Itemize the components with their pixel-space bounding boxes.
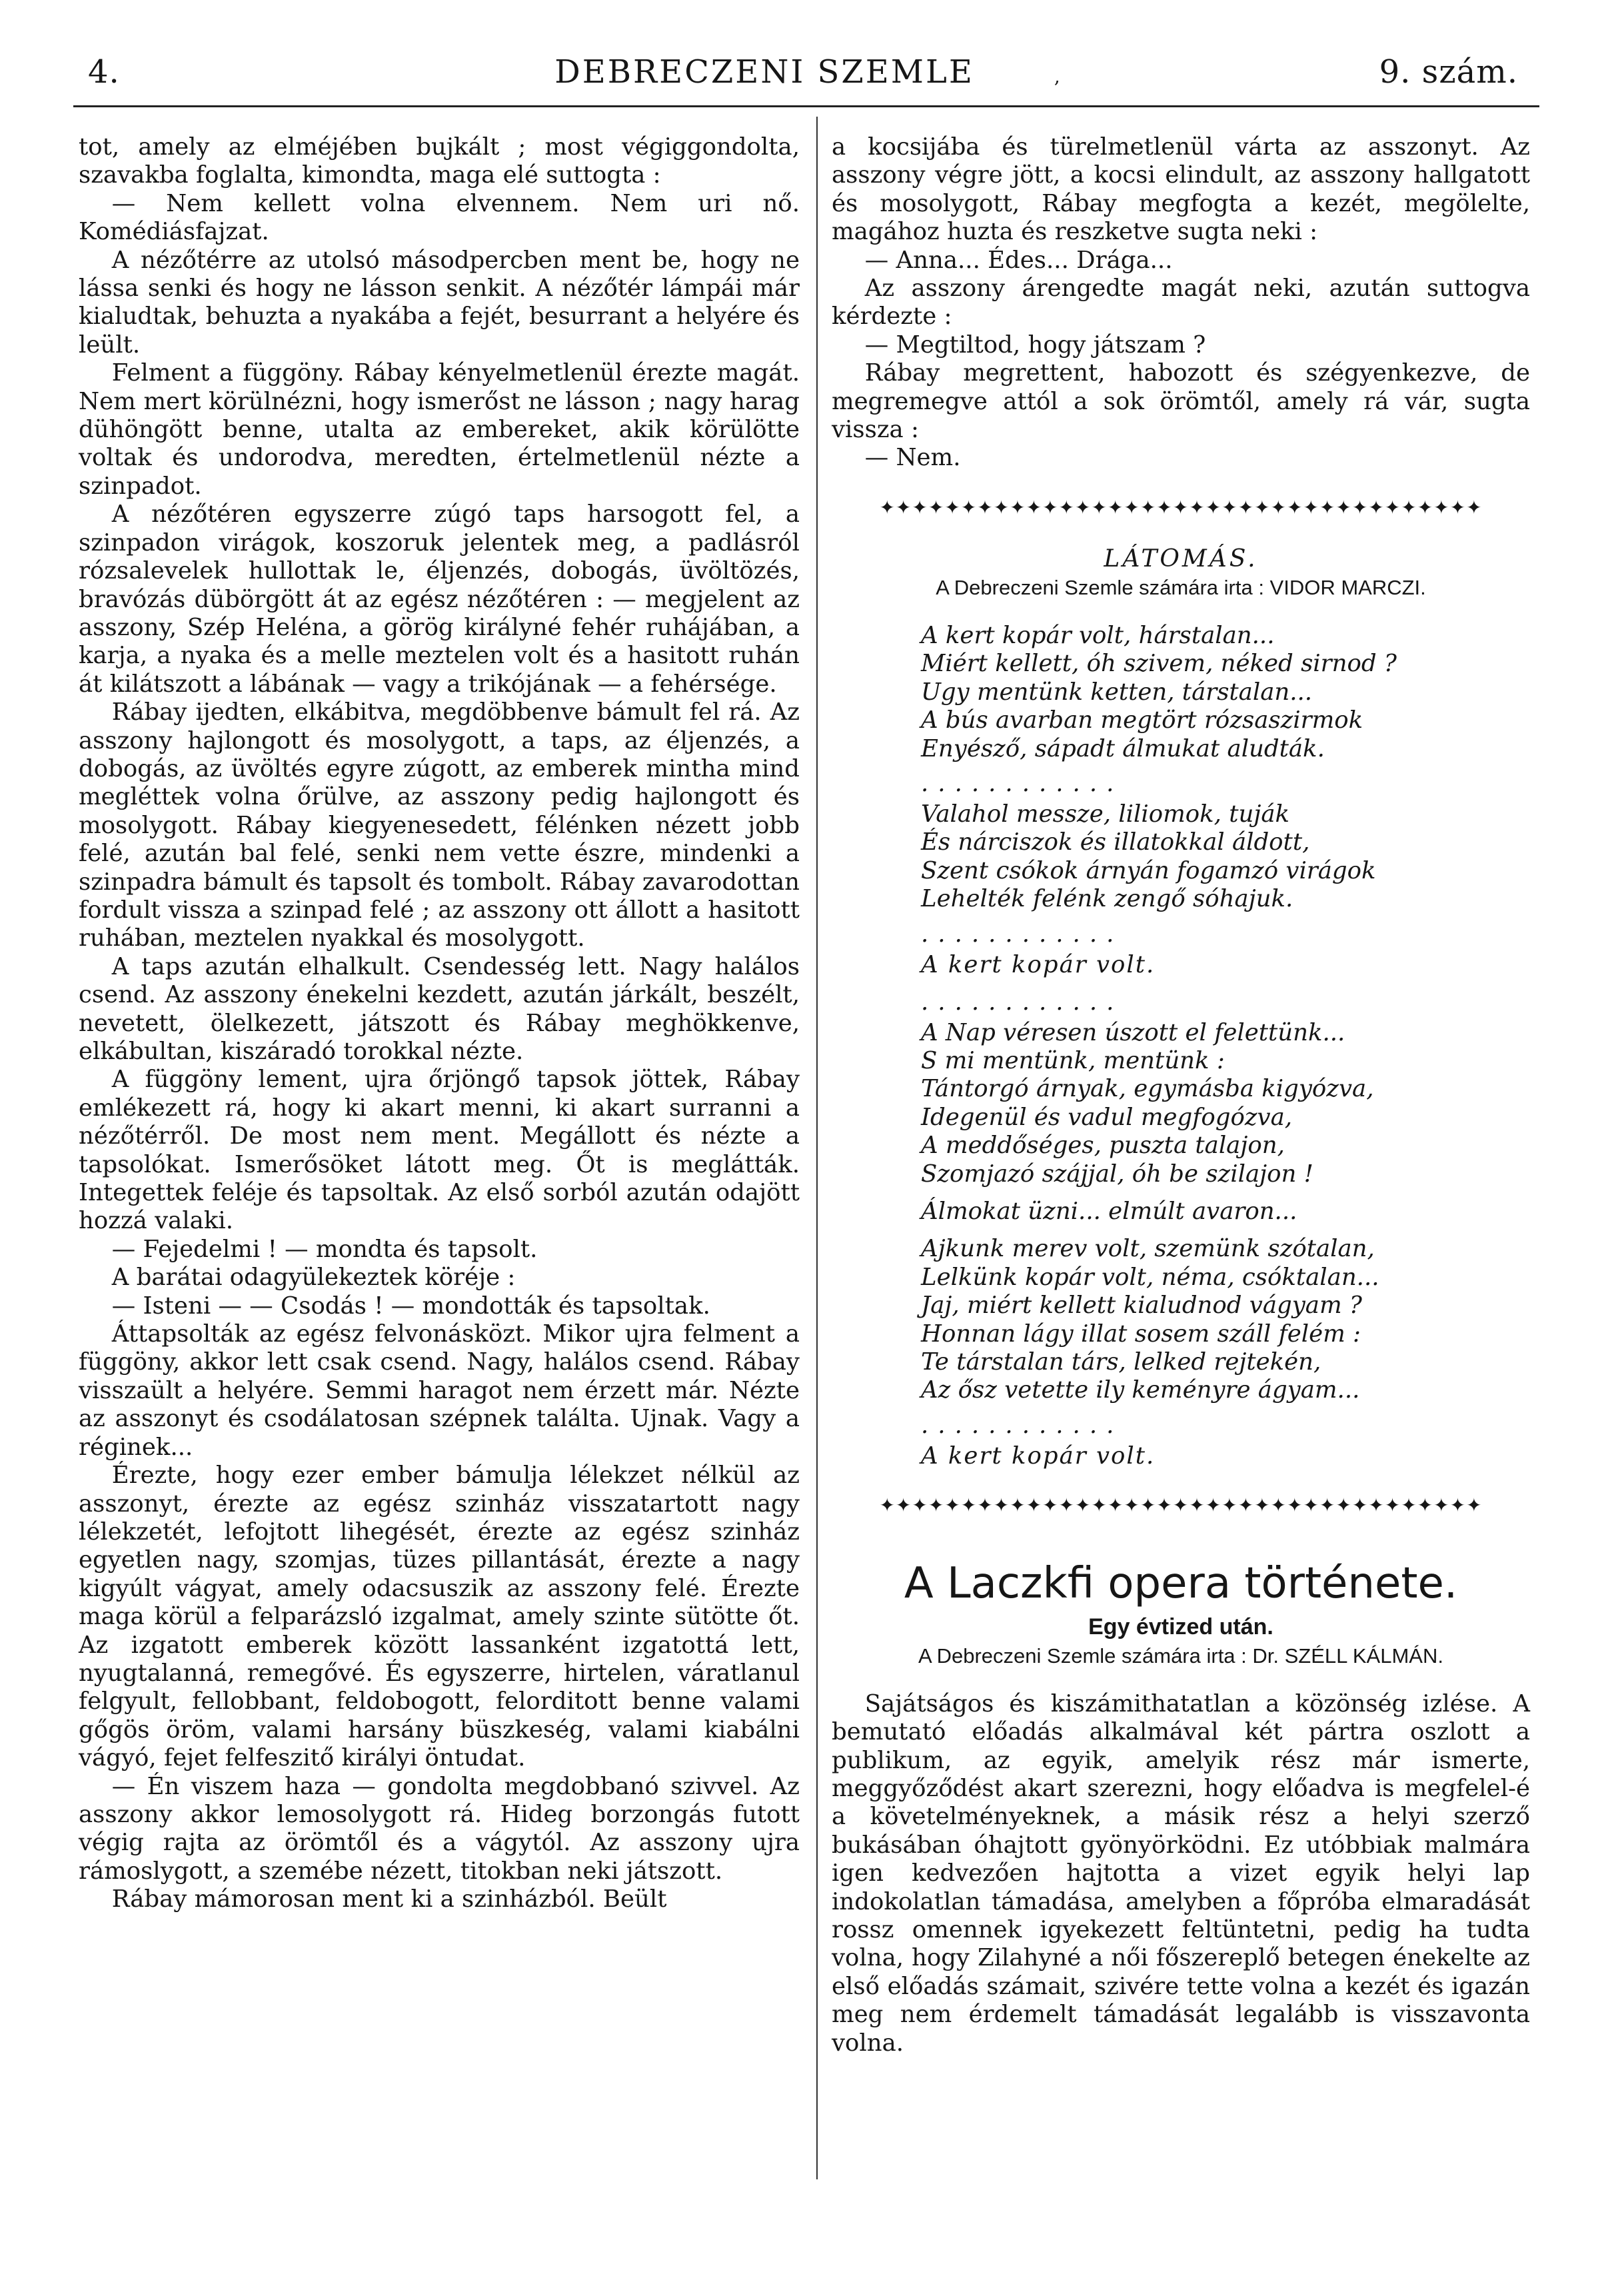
dialogue-line: — Megtiltod, hogy játszam ? bbox=[864, 331, 1206, 359]
ornament-divider: ✦✦✦✦✦✦✦✦✦✦✦✦✦✦✦✦✦✦✦✦✦✦✦✦✦✦✦✦✦✦✦✦✦✦✦✦✦ bbox=[879, 497, 1483, 518]
header-mark: , bbox=[1054, 65, 1062, 87]
article-byline: A Debreczeni Szemle számára irta : Dr. SZÉLL KÁLMÁN. bbox=[918, 1644, 1443, 1668]
poem-stanza bbox=[832, 800, 1530, 914]
paragraph: A függöny lement, ujra őrjöngő tapsok jöttek, Rábay emlékezett rá, hogy ki akart menni, ki akart surranni a nézőtérről. De most nem ment. Megállott és nézte a tapsolókat. Ismerősöket látott meg. Őt is meglátták. Integettek feléje és tapsoltak. Az első sorból azután odajött hozzá valaki. bbox=[79, 1066, 800, 1235]
poem-line: Szent csókok árnyán fogamzó virágok bbox=[921, 856, 1376, 884]
poem-line: Idegenül és vadul megfogózva, bbox=[921, 1103, 1293, 1131]
poem-line: Enyésző, sápadt álmukat aludták. bbox=[921, 734, 1325, 762]
journal-title-text: DEBRECZENI SZEMLE bbox=[554, 53, 974, 91]
poem-line: Te társtalan társ, lelked rejtekén, bbox=[921, 1348, 1321, 1376]
paragraph: Felment a függöny. Rábay kényelmetlenül érezte magát. Nem mert körülnézni, hogy ismerőst ne lásson ; nagy harag dühöngött benne, utalta az embereket, akik körülötte voltak és undorodva, meredten, értelmetlenül nézte a szinpadot. bbox=[79, 359, 800, 500]
poem-line: Honnan lágy illat sosem száll felém : bbox=[921, 1320, 1361, 1348]
poem-line: Ugy mentünk ketten, társtalan... bbox=[921, 678, 1313, 706]
paragraph: A nézőtéren egyszerre zúgó taps harsogott fel, a szinpadon virágok, koszoruk jelentek meg, a padlásról rózsalevelek hullottak le, éljenzés, dobogás, üvöltözés, bravózás dübörgött át az egész nézőtéren : — megjelent az asszony, Szép Heléna, a görög királyné fehér ruhájában, a karja, a nyaka és a melle meztelen volt és a hasitott ruhán át kilátszott a lábának — vagy a trikójának — a fehérsége. bbox=[79, 501, 800, 698]
poem-refrain: A kert kopár volt. bbox=[921, 1442, 1156, 1470]
paragraph: tot, amely az elméjében bujkált ; most végiggondolta, szavakba foglalta, kimondta, maga elé suttogta : bbox=[79, 133, 800, 189]
poem-line: És nárciszok és illatokkal áldott, bbox=[921, 828, 1310, 856]
paragraph: Rábay mámorosan ment ki a szinházból. Beült bbox=[111, 1885, 667, 1913]
page-header bbox=[79, 53, 1538, 100]
paragraph: Érezte, hogy ezer ember bámulja lélekzet nélkül az asszonyt, érezte az egész szinház visszatartott nagy lélekzetét, lefojtott lihegését, érezte az egész szinház egyetlen nagy, szomjas, tüzes pillantását, érezte a nagy kigyúlt vágyat, amely odacsuszik az asszony felé. Érezte maga körül a felparázsló izgalmat, amely szinte sütötte őt. Az izgatott emberek között lassanként izgatottá lett, nyugtalanná, remegővé. És egyszerre, hirtelen, váratlanul felgyult, fellobbant, feldobogott, felorditott benne valami gőgös öröm, valami harsány büszkeség, valami kiabálni vágyó, fejet felfeszitő királyi öntudat. bbox=[79, 1462, 800, 1772]
poem-line: A kert kopár volt, hárstalan... bbox=[921, 621, 1275, 649]
poem-line: Valahol messze, liliomok, tuják bbox=[921, 800, 1290, 828]
dialogue-line: — Fejedelmi ! — mondta és tapsolt. bbox=[111, 1235, 538, 1263]
poem-line: Miért kellett, óh szivem, néked sirnod ? bbox=[921, 650, 1397, 678]
paragraph: a kocsijába és türelmetlenül várta az asszonyt. Az asszony végre jött, a kocsi elindult, az asszony hallgatott és mosolygott, Rábay megfogta a kezét, megölelte, magához huzta és reszketve sugta neki : bbox=[832, 133, 1530, 246]
paragraph: A taps azután elhalkult. Csendesség lett. Nagy halálos csend. Az asszony énekelni kezdett, azután járkált, beszélt, nevetett, ölelkezett, játszott és Rábay meghökkenve, elkábultan, kiszáradó torokkal nézte. bbox=[79, 952, 800, 1065]
article-subtitle: Egy évtized után. bbox=[1088, 1614, 1273, 1640]
article-body: Sajátságos és kiszámithatatlan a közönség izlése. A bemutató előadás alkalmával két pártra oszlott a publikum, az egyik, amelyik rész már ismerte, meggyőződést akart szerezni, hogy előadva is megfelel-é a követelményeknek, a másik rész a helyi szerző bukásában óhajtott gyönyörködni. Ez utóbbiak malmára igen kedvezően hajtotta a vizet egyik helyi lap indokolatlan támadása, amelyben a főpróba elmaradását rossz omennek igyekezett feltüntetni, pedig ha tudta volna, hogy Zilahyné a női főszereplő betegen énekelte az első előadás számait, szivére tette volna a kezét és igazán meg nem érdemelt támadását legalább is visszavonta volna. bbox=[832, 1690, 1530, 2057]
poem-line: Tántorgó árnyak, egymásba kigyózva, bbox=[921, 1075, 1374, 1103]
paragraph: A barátai odagyülekeztek köréje : bbox=[111, 1264, 516, 1292]
column-divider bbox=[816, 117, 818, 2179]
poem-stanza bbox=[832, 1019, 1530, 1188]
poem-line: Jaj, miért kellett kialudnod vágyam ? bbox=[921, 1292, 1362, 1320]
poem-title: LÁTOMÁS. bbox=[1104, 545, 1258, 573]
dialogue-line: — Nem. bbox=[864, 444, 961, 472]
ornament-divider: ✦✦✦✦✦✦✦✦✦✦✦✦✦✦✦✦✦✦✦✦✦✦✦✦✦✦✦✦✦✦✦✦✦✦✦✦✦ bbox=[879, 1495, 1483, 1516]
poem-line: Álmokat üzni... elmúlt avaron... bbox=[921, 1197, 1297, 1225]
dialogue-line: — Anna... Édes... Drága... bbox=[864, 246, 1173, 274]
paragraph: Rábay megrettent, habozott és szégyenkezve, de megremegve attól a sok örömtől, amely rá vár, sugta vissza : bbox=[832, 359, 1530, 444]
ellipsis-row: ............ bbox=[921, 769, 1124, 797]
ellipsis-row: ............ bbox=[921, 988, 1124, 1016]
paragraph: Rábay ijedten, elkábitva, megdöbbenve bámult fel rá. Az asszony hajlongott és mosolygott, a taps, az éljenzés, a dobogás, az üvöltés egyre zúgott, az emberek mintha mind megléttek volna őrülve, az asszony pedig hajlongott és mosolygott. Rábay kiegyenesedett, félénken nézett jobb felé, azután bal felé, senki nem vette észre, mindenki a szinpadra bámult és tapsolt és tombolt. Rábay zavarodottan fordult vissza a szinpad felé ; az asszony ott állott a hasitott ruhában, meztelen nyakkal és mosolygott. bbox=[79, 698, 800, 952]
left-column bbox=[79, 133, 800, 1914]
poem-refrain: A kert kopár volt. bbox=[921, 950, 1156, 978]
poem-stanza bbox=[832, 1198, 1530, 1226]
poem-byline: A Debreczeni Szemle számára irta : VIDOR MARCZI. bbox=[936, 575, 1426, 599]
header-rule bbox=[73, 105, 1539, 107]
paragraph: Az asszony árengedte magát neki, azután suttogva kérdezte : bbox=[832, 275, 1530, 331]
issue-number: 9. szám. bbox=[1379, 53, 1518, 91]
poem-line: Lelkünk kopár volt, néma, csóktalan... bbox=[921, 1263, 1379, 1291]
poem-stanza bbox=[832, 1235, 1530, 1404]
paragraph: — Nem kellett volna elvennem. Nem uri nő. Komédiásfajzat. bbox=[79, 189, 800, 246]
right-column bbox=[832, 133, 1530, 2057]
journal-title bbox=[79, 53, 1538, 91]
poem-line: A bús avarban megtört rózsaszirmok bbox=[921, 706, 1363, 734]
paragraph: A nézőtérre az utolsó másodpercben ment be, hogy ne lássa senki és hogy ne lásson senkit. A nézőtér lámpái már kialudtak, behuzta a nyakába a fejét, besurrant a helyére és leült. bbox=[79, 246, 800, 359]
paragraph: Áttapsolták az egész felvonásközt. Mikor ujra felment a függöny, akkor lett csak csend. Nagy, halálos csend. Rábay visszaült a helyére. Semmi haragot nem érzett már. Nézte az asszonyt és csodálatosan szépnek találta. Ujnak. Vagy a réginek... bbox=[79, 1320, 800, 1461]
article-title: A Laczkfi opera története. bbox=[904, 1558, 1458, 1608]
poem-stanza bbox=[832, 622, 1530, 763]
ellipsis-row: ............ bbox=[921, 920, 1124, 948]
poem-line: Az ősz vetette ily keményre ágyam... bbox=[921, 1376, 1360, 1404]
dialogue-line: — Isteni — — Csodás ! — mondották és tapsoltak. bbox=[111, 1292, 710, 1320]
poem-line: Szomjazó szájjal, óh be szilajon ! bbox=[921, 1160, 1313, 1188]
ellipsis-row: ............ bbox=[921, 1411, 1124, 1439]
poem-line: S mi mentünk, mentünk : bbox=[921, 1046, 1225, 1074]
poem-line: A meddőséges, puszta talajon, bbox=[921, 1132, 1285, 1160]
dialogue-line: — Én viszem haza — gondolta megdobbanó szivvel. Az asszony akkor lemosolygott rá. Hideg borzongás futott végig rajta az örömtől és a vágytól. Az asszony ujra rámoslygott, a szemébe nézett, titokban neki játszott. bbox=[79, 1772, 800, 1885]
poem-line: A Nap véresen úszott el felettünk... bbox=[921, 1018, 1345, 1046]
poem-line: Lehelték felénk zengő sóhajuk. bbox=[921, 885, 1293, 913]
page-number: 4. bbox=[88, 53, 120, 91]
poem-line: Ajkunk merev volt, szemünk szótalan, bbox=[921, 1235, 1375, 1263]
